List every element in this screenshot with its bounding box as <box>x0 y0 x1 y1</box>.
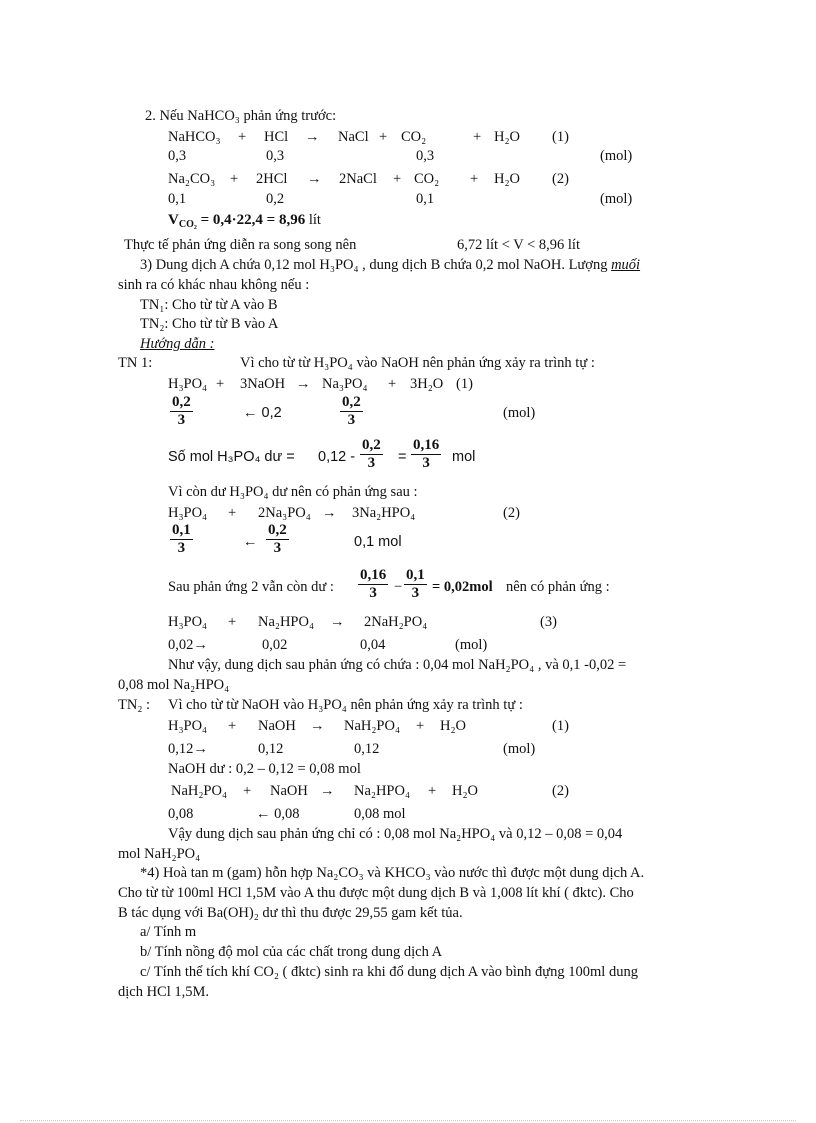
after-tail: nên có phản ứng : <box>506 579 610 595</box>
page-footer-rule <box>20 1120 796 1121</box>
equals: = <box>398 449 407 465</box>
mole-value: 0,08 <box>168 806 194 822</box>
reaction-number: (2) <box>552 783 569 799</box>
problem4-line3: B tác dụng với Ba(OH)₂ dư thì thu được 29,55 gam kết tủa. <box>118 905 463 921</box>
arrow: → <box>296 376 311 392</box>
formula: Na₃PO₄ <box>322 376 368 392</box>
formula: 3Na₂HPO₄ <box>352 505 416 521</box>
question-b: b/ Tính nồng độ mol của các chất trong dung dịch A <box>140 944 443 960</box>
mole-value: 0,3 <box>266 148 285 164</box>
volume-range: 6,72 lít < V < 8,96 lít <box>457 237 580 253</box>
mole-value: ← 0,08 <box>256 806 300 822</box>
formula: Na₂HPO₄ <box>258 614 315 630</box>
denominator: 3 <box>273 540 282 556</box>
formula: NaH₂PO₄ <box>344 718 401 734</box>
numerator: 0,16 <box>360 567 387 583</box>
denominator: 3 <box>369 585 377 601</box>
formula: NaOH <box>258 718 296 734</box>
mole-value: 0,02→ <box>168 637 208 653</box>
numerator: 0,2 <box>172 394 191 410</box>
formula: NaOH <box>270 783 308 799</box>
mole-value: 0,12 <box>258 741 284 757</box>
denominator: 3 <box>367 455 376 471</box>
v-subscript: CO₂ <box>178 219 197 230</box>
fraction <box>266 522 289 557</box>
formula: Na₂CO₃ <box>168 171 216 187</box>
plus: + <box>228 718 237 734</box>
mole-value: 0,2 <box>266 191 285 207</box>
after-label: Sau phản ứng 2 vẫn còn dư : <box>168 579 334 595</box>
mole-unit: (mol) <box>600 191 633 207</box>
plus: + <box>388 376 397 392</box>
reaction-number: (3) <box>540 614 557 630</box>
tn2-excess: NaOH dư : 0,2 – 0,12 = 0,08 mol <box>168 761 361 777</box>
arrow: → <box>320 783 335 799</box>
formula: H₃PO₄ <box>168 614 208 630</box>
question-a: a/ Tính m <box>140 924 197 940</box>
formula: HCl <box>264 129 289 145</box>
formula: NaCl <box>338 129 369 145</box>
plus: + <box>473 129 482 145</box>
tn2-summary-line1: Vậy dung dịch sau phản ứng chỉ có : 0,08 mol Na₂HPO₄ và 0,12 – 0,08 = 0,04 <box>168 826 623 842</box>
mole-value: 0,1 <box>168 191 187 207</box>
formula: H₃PO₄ <box>168 718 208 734</box>
mole-value: 0,12 <box>354 741 380 757</box>
excess-label: Số mol H₃PO₄ dư = <box>168 449 295 465</box>
reaction-number: (1) <box>552 129 569 145</box>
plus: + <box>228 505 237 521</box>
plus: + <box>216 376 225 392</box>
plus: + <box>379 129 388 145</box>
fraction <box>340 394 363 429</box>
plus: + <box>238 129 247 145</box>
arrow: → <box>305 129 320 145</box>
problem4-line2: Cho từ từ 100ml HCl 1,5M vào A thu được một dung dịch B và 1,008 lít khí ( đktc). Cho <box>118 885 634 901</box>
mole-value: 0,04 <box>360 637 386 653</box>
arrow: → <box>322 505 337 521</box>
formula: NaH₂PO₄ <box>171 783 228 799</box>
numerator: 0,2 <box>268 522 287 538</box>
formula: H₂O <box>494 129 520 145</box>
reaction-number: (1) <box>552 718 569 734</box>
denominator: 3 <box>347 412 356 428</box>
guide-heading: Hướng dẫn : <box>140 336 215 352</box>
tn2-question: TN₂: Cho từ từ B vào A <box>140 316 279 332</box>
formula: 3NaOH <box>240 376 286 392</box>
formula: H₂O <box>440 718 466 734</box>
problem-emphasis: muối <box>611 257 641 273</box>
formula: H₃PO₄ <box>168 376 208 392</box>
fraction <box>170 522 193 557</box>
v-unit: lít <box>305 212 321 228</box>
mole-unit: (mol) <box>600 148 633 164</box>
formula: 2HCl <box>256 171 288 187</box>
denominator: 3 <box>177 412 186 428</box>
excess-expr: 0,12 - <box>318 449 356 465</box>
co2-volume <box>168 211 321 229</box>
reaction-number: (2) <box>503 505 520 521</box>
tn1-intro: Vì cho từ từ H₃PO₄ vào NaOH nên phản ứng xảy ra trình tự : <box>240 355 595 371</box>
arrow: → <box>310 718 325 734</box>
numerator: 0,1 <box>406 567 425 583</box>
formula: H₃PO₄ <box>168 505 208 521</box>
fraction <box>360 437 383 472</box>
tn1-label: TN 1: <box>118 355 153 371</box>
reaction-number: (2) <box>552 171 569 187</box>
fraction <box>411 437 441 472</box>
excess-unit: mol <box>452 449 476 465</box>
plus: + <box>230 171 239 187</box>
tn1-still: Vì còn dư H₃PO₄ dư nên có phản ứng sau : <box>168 484 418 500</box>
denominator: 3 <box>177 540 186 556</box>
formula: 2Na₃PO₄ <box>258 505 311 521</box>
formula: CO₂ <box>414 171 440 187</box>
question-c-line1: c/ Tính thể tích khí CO₂ ( đktc) sinh ra khi đổ dung dịch A vào bình đựng 100ml dung <box>140 964 638 980</box>
mole-value: 0,3 <box>416 148 435 164</box>
numerator: 0,16 <box>413 437 440 453</box>
tn2-label: TN₂ : <box>118 697 151 713</box>
formula: Na₂HPO₄ <box>354 783 411 799</box>
tn1-summary-line1: Như vậy, dung dịch sau phản ứng có chứa : 0,04 mol NaH₂PO₄ , và 0,1 -0,02 = <box>168 657 627 673</box>
formula: CO₂ <box>401 129 427 145</box>
tn1-summary-line2: 0,08 mol Na₂HPO₄ <box>118 677 230 693</box>
mole-value: 0,1 <box>416 191 435 207</box>
mole-value: 0,3 <box>168 148 187 164</box>
v-symbol: V <box>168 212 179 228</box>
mole-value: 0,12→ <box>168 741 208 757</box>
plus: + <box>428 783 437 799</box>
question-c-line2: dịch HCl 1,5M. <box>118 984 210 1000</box>
problem-text: 3) Dung dịch A chứa 0,12 mol H₃PO₄ , dung dịch B chứa 0,2 mol NaOH. Lượng <box>140 257 612 273</box>
mole-value: ← 0,2 <box>243 405 282 421</box>
problem4-line1: *4) Hoà tan m (gam) hỗn hợp Na₂CO₃ và KHCO₃ vào nước thì được một dung dịch A. <box>140 865 645 881</box>
plus: + <box>243 783 252 799</box>
fraction <box>170 394 193 429</box>
mole-unit: (mol) <box>503 405 536 421</box>
after-result: = 0,02mol <box>432 579 493 595</box>
denominator: 3 <box>411 585 420 601</box>
reaction-number: (1) <box>456 376 473 392</box>
formula: 2NaCl <box>339 171 377 187</box>
v-value: = 0,4·22,4 = 8,96 <box>196 212 306 228</box>
plus: + <box>416 718 425 734</box>
mole-unit: (mol) <box>503 741 536 757</box>
tn1-question: TN₁: Cho từ từ A vào B <box>140 297 278 313</box>
mole-value: 0,08 mol <box>354 806 406 822</box>
tn2-intro: Vì cho từ từ NaOH vào H₃PO₄ nên phản ứng xảy ra trình tự : <box>168 697 523 713</box>
minus: − <box>394 579 403 595</box>
formula: H₂O <box>452 783 478 799</box>
mole-unit: (mol) <box>455 637 488 653</box>
plus: + <box>393 171 402 187</box>
conclusion: Thực tế phản ứng diễn ra song song nên <box>124 237 357 253</box>
mole-value: 0,02 <box>262 637 288 653</box>
arrow: → <box>330 614 345 630</box>
plus: + <box>228 614 237 630</box>
numerator: 0,2 <box>362 437 381 453</box>
mole-value: 0,1 mol <box>354 534 402 550</box>
numerator: 0,1 <box>172 522 191 538</box>
denominator: 3 <box>422 455 430 471</box>
arrow: ← <box>243 534 258 550</box>
fraction <box>358 567 388 602</box>
plus: + <box>470 171 479 187</box>
fraction <box>404 567 427 602</box>
formula: H₂O <box>494 171 520 187</box>
formula: 3H₂O <box>410 376 444 392</box>
formula: NaHCO₃ <box>168 129 221 145</box>
problem3-line2: sinh ra có khác nhau không nếu : <box>118 277 310 293</box>
part2-heading: 2. Nếu NaHCO₃ phản ứng trước: <box>145 108 337 124</box>
formula: 2NaH₂PO₄ <box>364 614 428 630</box>
problem3-line1 <box>140 256 640 274</box>
tn2-summary-line2: mol NaH₂PO₄ <box>118 846 201 862</box>
numerator: 0,2 <box>342 394 361 410</box>
arrow: → <box>307 171 322 187</box>
